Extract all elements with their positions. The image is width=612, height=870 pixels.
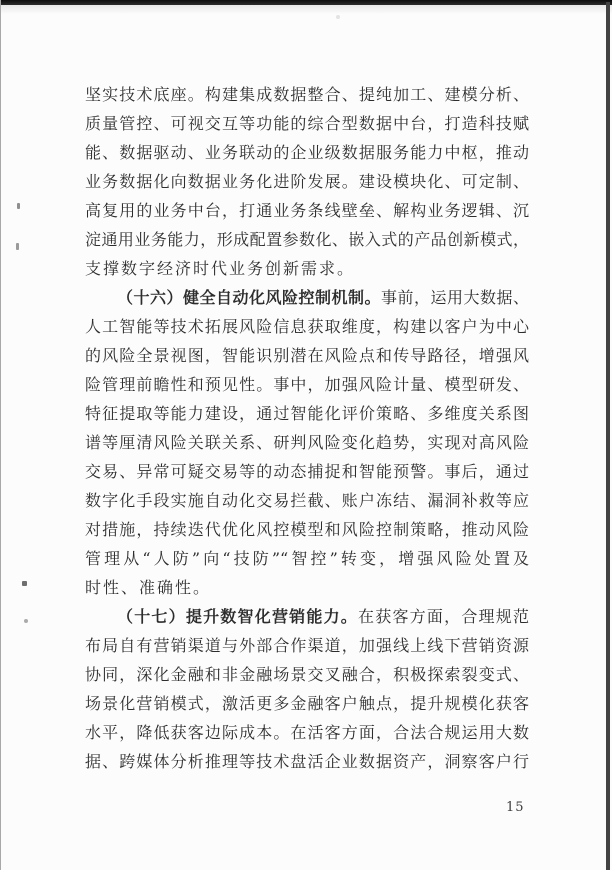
text-line: 协同，深化金融和非金融场景交叉融合，积极探索裂变式、 <box>85 665 529 684</box>
text-line: 质量管控、可视交互等功能的综合型数据中台，打造科技赋 <box>85 114 529 133</box>
scan-right-edge <box>606 2 610 870</box>
scan-speck <box>17 203 20 209</box>
text-line: 时性、准确性。 <box>85 578 212 597</box>
scan-speck <box>22 581 27 586</box>
text-line: 淀通用业务能力，形成配置参数化、嵌入式的产品创新模式， <box>85 230 529 249</box>
scan-speck <box>16 243 19 250</box>
text-line: 高复用的业务中台，打通业务条线壁垒、解构业务逻辑、沉 <box>85 201 529 220</box>
text-line: 交易、异常可疑交易等的动态捕捉和智能预警。事后，通过 <box>85 462 529 481</box>
text-line: 水平，降低获客边际成本。在活客方面，合法合规运用大数 <box>85 723 529 742</box>
text-run: 在获客方面，合理规范 <box>358 607 529 626</box>
text-line: 支撑数字经济时代业务创新需求。 <box>85 259 356 278</box>
text-run: 事前，运用大数据、 <box>380 288 529 307</box>
text-line: 场景化营销模式，激活更多金融客户触点，提升规模化获客 <box>85 694 529 713</box>
text-line: 人工智能等技术拓展风险信息获取维度，构建以客户为中心 <box>85 317 529 336</box>
section-heading: （十六）健全自动化风险控制机制。 <box>117 288 381 307</box>
text-line: 的风险全景视图，智能识别潜在风险点和传导路径，增强风 <box>85 346 529 365</box>
text-line <box>85 283 529 312</box>
text-line: 业务数据化向数据业务化进阶发展。建设模块化、可定制、 <box>85 172 529 191</box>
page-number: 15 <box>506 800 525 815</box>
document-body-text <box>85 80 529 776</box>
scan-speck <box>336 15 340 19</box>
text-line: 数字化手段实施自动化交易拦截、账户冻结、漏洞补救等应 <box>85 491 529 510</box>
text-line: 险管理前瞻性和预见性。事中，加强风险计量、模型研发、 <box>85 375 529 394</box>
text-line: 谱等厘清风险关联关系、研判风险变化趋势，实现对高风险 <box>85 433 529 452</box>
scan-left-edge <box>0 0 1 870</box>
text-line <box>85 602 529 631</box>
text-line: 对措施，持续迭代优化风控模型和风险控制策略，推动风险 <box>85 520 529 539</box>
text-line: 据、跨媒体分析推理等技术盘活企业数据资产，洞察客户行 <box>85 752 529 771</box>
text-line: 管理从“人防”向“技防”“智控”转变，增强风险处置及 <box>85 549 529 568</box>
text-line: 特征提取等能力建设，通过智能化评价策略、多维度关系图 <box>85 404 529 423</box>
text-line: 坚实技术底座。构建集成数据整合、提纯加工、建模分析、 <box>85 85 529 104</box>
text-line: 能、数据驱动、业务联动的企业级数据服务能力中枢，推动 <box>85 143 529 162</box>
text-line: 布局自有营销渠道与外部合作渠道，加强线上线下营销资源 <box>85 636 529 655</box>
section-heading: （十七）提升数智化营销能力。 <box>117 607 359 626</box>
scan-top-fade <box>0 5 612 14</box>
scan-speck <box>24 619 28 623</box>
